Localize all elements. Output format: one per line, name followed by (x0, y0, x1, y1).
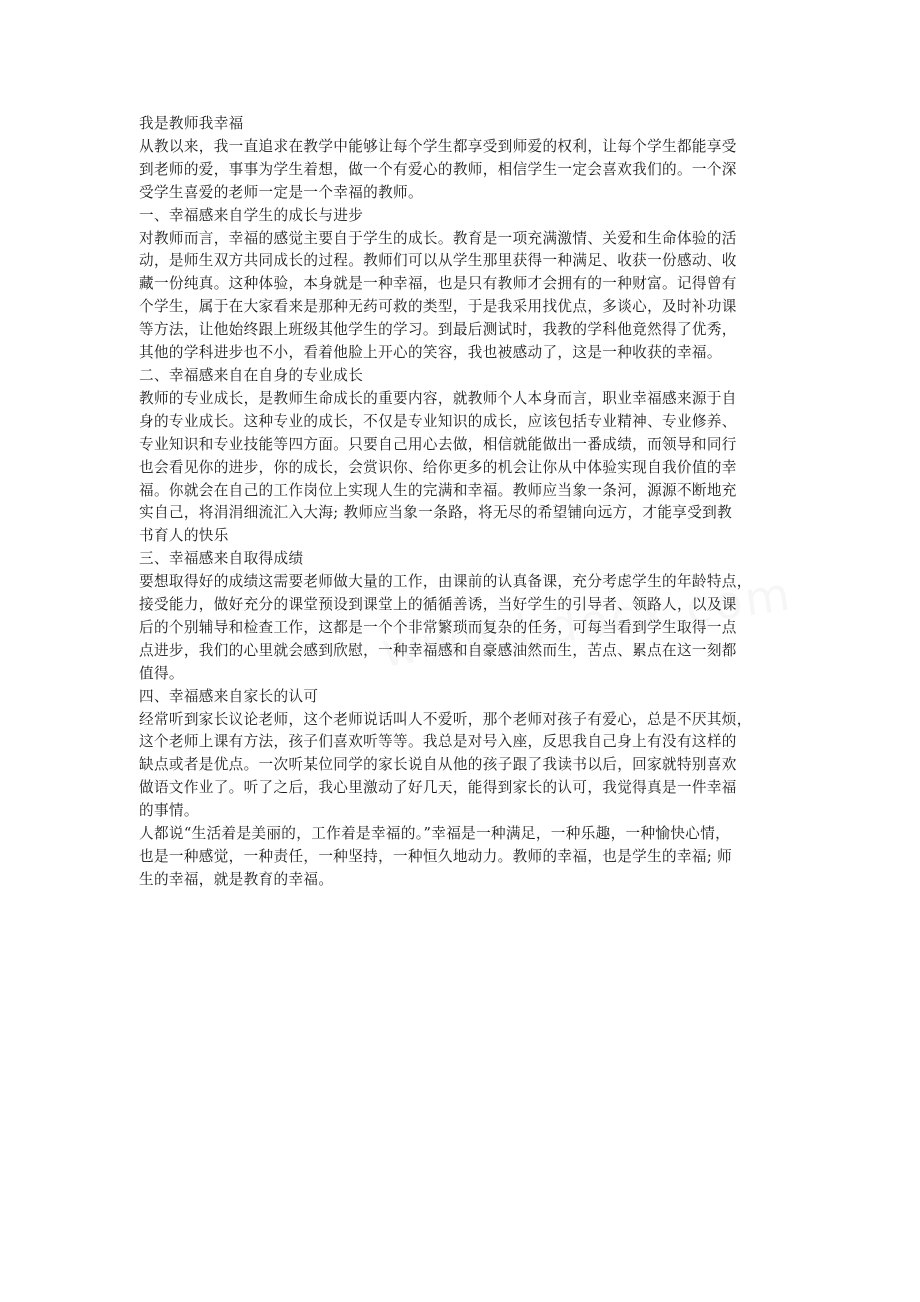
section-line: 实自己，将涓涓细流汇入大海; 教师应当象一条路，将无尽的希望铺向远方，才能享受到教 (139, 504, 733, 522)
section-heading: 三、幸福感来自取得成绩 (139, 550, 304, 568)
section-line: 缺点或者是优点。一次听某位同学的家长说自从他的孩子跟了我读书以后，回家就特别喜欢 (139, 756, 737, 774)
section-line: 书育人的快乐 (139, 527, 229, 545)
section-line: 要想取得好的成绩这需要老师做大量的工作，由课前的认真备课，充分考虑学生的年龄特点， (139, 573, 752, 591)
document-title: 我是教师我幸福 (139, 115, 244, 132)
section-line: 福。你就会在自己的工作岗位上实现人生的完满和幸福。教师应当象一条河，源源不断地充 (139, 481, 737, 499)
section-line: 教师的专业成长，是教师生命成长的重要内容，就教师个人本身而言，职业幸福感来源于自 (139, 389, 737, 407)
section-3 (139, 548, 781, 685)
section-line: 个学生，属于在大家看来是那种无药可救的类型，于是我采用找优点，多谈心，及时补功课 (139, 298, 737, 316)
document-body (139, 113, 781, 892)
section-line: 接受能力，做好充分的课堂预设到课堂上的循循善诱，当好学生的引导者、领路人，以及课 (139, 596, 737, 614)
intro-line: 从教以来，我一直追求在教学中能够让每个学生都享受到师爱的权利，让每个学生都能享受 (139, 137, 737, 155)
section-1 (139, 205, 781, 365)
section-line: 动，是师生双方共同成长的过程。教师们可以从学生那里获得一种满足、收获一份感动、收 (139, 252, 737, 270)
section-heading: 四、幸福感来自家长的认可 (139, 687, 319, 705)
section-line: 身的专业成长。这种专业的成长，不仅是专业知识的成长，应该包括专业精神、专业修养、 (139, 412, 737, 430)
section-line: 也会看见你的进步，你的成长，会赏识你、给你更多的机会让你从中体验实现自我价值的幸 (139, 458, 737, 476)
intro-line: 受学生喜爱的老师一定是一个幸福的教师。 (139, 183, 423, 201)
section-2 (139, 365, 781, 548)
section-line: 后的个别辅导和检查工作，这都是一个个非常繁琐而复杂的任务，可每当看到学生取得一点 (139, 618, 737, 636)
section-line: 的事情。 (139, 802, 199, 820)
intro-line: 到老师的爱，事事为学生着想，做一个有爱心的教师，相信学生一定会喜欢我们的。一个深 (139, 160, 737, 178)
section-line: 值得。 (139, 664, 184, 682)
intro-paragraph (139, 136, 781, 205)
section-line: 这个老师上课有方法，孩子们喜欢听等等。我总是对号入座，反思我自己身上有没有这样的 (139, 733, 737, 751)
section-line: 其他的学科进步也不小，看着他脸上开心的笑容，我也被感动了，这是一种收获的幸福。 (139, 344, 722, 362)
conclusion-paragraph (139, 823, 781, 892)
section-heading: 一、幸福感来自学生的成长与进步 (139, 206, 364, 224)
section-line: 等方法，让他始终跟上班级其他学生的学习。到最后测试时，我教的学科他竟然得了优秀， (139, 321, 737, 339)
conclusion-line: 也是一种感觉，一种责任，一种坚持，一种恒久地动力。教师的幸福，也是学生的幸福; 师 (139, 848, 733, 865)
section-line: 专业知识和专业技能等四方面。只要自己用心去做，相信就能做出一番成绩，而领导和同行 (139, 435, 737, 453)
section-line: 做语文作业了。听了之后，我心里激动了好几天，能得到家长的认可，我觉得真是一件幸福 (139, 779, 737, 797)
section-line: 对教师而言，幸福的感觉主要自于学生的成长。教育是一项充满激情、关爱和生命体验的活 (139, 229, 737, 247)
section-heading: 二、幸福感来自在自身的专业成长 (139, 366, 364, 384)
section-line: 经常听到家长议论老师，这个老师说话叫人不爱听，那个老师对孩子有爱心，总是不厌其烦， (139, 710, 752, 728)
section-line: 点进步，我们的心里就会感到欣慰，一种幸福感和自豪感油然而生，苦点、累点在这一刻都 (139, 641, 737, 659)
conclusion-line: 人都说“生活着是美丽的，工作着是幸福的。”幸福是一种满足，一种乐趣，一种愉快心情， (139, 825, 731, 843)
section-line: 藏一份纯真。这种体验，本身就是一种幸福，也是只有教师才会拥有的一种财富。记得曾有 (139, 275, 737, 293)
section-4 (139, 686, 781, 823)
conclusion-line: 生的幸福，就是教育的幸福。 (139, 870, 334, 888)
